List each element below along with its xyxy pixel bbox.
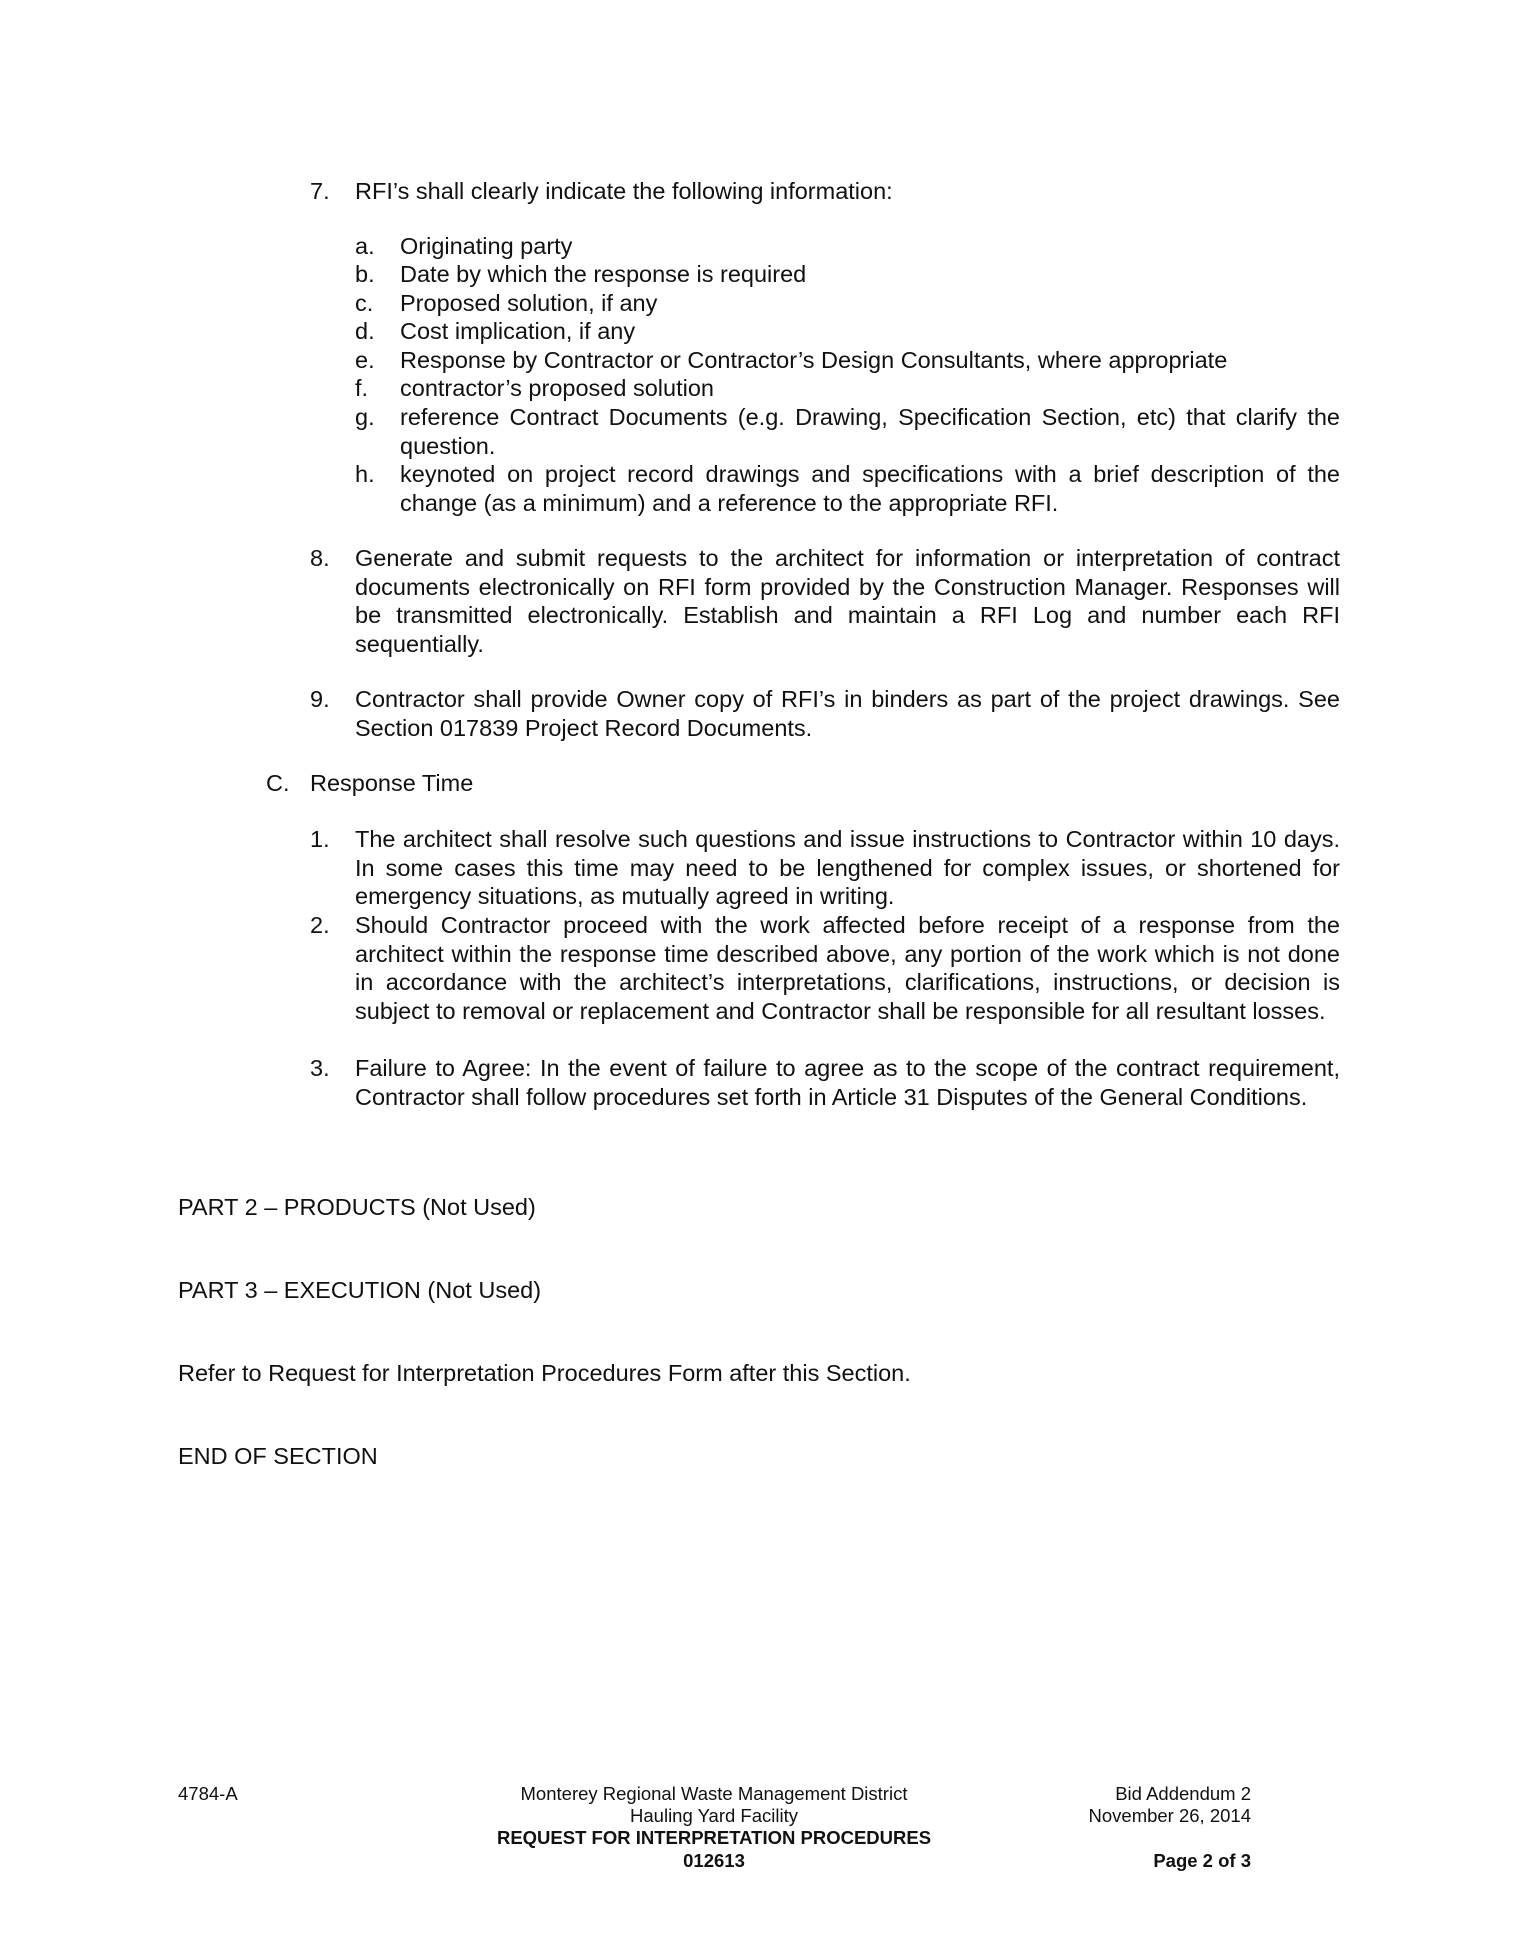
sub-item-text: keynoted on project record drawings and specifications with a brief description of the change (as a minimum) and a reference to the appropriate RFI. [400, 461, 1340, 516]
part-3-heading: PART 3 – EXECUTION (Not Used) [178, 1277, 542, 1303]
sub-item-text: contractor’s proposed solution [400, 375, 714, 401]
list-number: 9. [310, 686, 330, 712]
sub-item-letter: h. [355, 461, 375, 487]
list-item-text: Should Contractor proceed with the work affected before receipt of a response from the architect within the response time described above, any portion of the work which is not done in accordance with the architect’s interpretations, clarifications, instructions, or decision is subject to removal or replacement and Contractor shall be responsible for all resultant losses. [355, 912, 1340, 1024]
list-item-text: The architect shall resolve such questions and issue instructions to Contractor within 10 days. In some cases this time may need to be lengthened for complex issues, or shortened for emergency situations, as mutually agreed in writing. [355, 826, 1340, 910]
sub-item-text: Cost implication, if any [400, 318, 636, 344]
section-letter: C. [266, 770, 290, 796]
footer-date: November 26, 2014 [1088, 1805, 1251, 1826]
footer-page-number: Page 2 of 3 [1153, 1850, 1251, 1871]
sub-item-b [355, 260, 1340, 289]
sub-item-e [355, 346, 1340, 375]
sub-item-letter: f. [355, 375, 369, 401]
sub-item-c [355, 289, 1340, 318]
list-item-text: RFI’s shall clearly indicate the following information: [355, 178, 893, 204]
list-number: 1. [310, 826, 330, 852]
list-number: 8. [310, 545, 330, 571]
list-item-text: Contractor shall provide Owner copy of RFI’s in binders as part of the project drawings. See Section 017839 Project Record Documents. [355, 686, 1340, 741]
footer-project-number: 4784-A [178, 1783, 238, 1804]
sub-item-text: Proposed solution, if any [400, 290, 658, 316]
response-item-2 [310, 911, 1340, 1025]
footer-center-line-2: Hauling Yard Facility [630, 1805, 798, 1826]
list-number: 2. [310, 912, 330, 938]
sub-item-letter: d. [355, 318, 375, 344]
sub-item-text: Originating party [400, 233, 573, 259]
end-of-section: END OF SECTION [178, 1443, 378, 1469]
sub-item-letter: c. [355, 290, 374, 316]
sub-item-letter: b. [355, 261, 375, 287]
refer-note: Refer to Request for Interpretation Procedures Form after this Section. [178, 1360, 911, 1386]
sub-item-letter: a. [355, 233, 375, 259]
list-item-text: Generate and submit requests to the architect for information or interpretation of contract documents electronically on RFI form provided by the Construction Manager. Responses will be transmitted electronically. Establish and maintain a RFI Log and number each RFI sequentially. [355, 545, 1340, 657]
response-item-3 [310, 1054, 1340, 1111]
list-item-text: Failure to Agree: In the event of failure to agree as to the scope of the contract requirement, Contractor shall follow procedures set forth in Article 31 Disputes of the General Conditions. [355, 1055, 1340, 1110]
list-item-7 [310, 177, 1340, 206]
sub-item-f [355, 374, 1340, 403]
response-item-1 [310, 825, 1340, 911]
sub-item-letter: e. [355, 347, 375, 373]
sub-item-g [355, 403, 1340, 460]
footer-center-line-1: Monterey Regional Waste Management District [520, 1783, 908, 1804]
sub-item-text: Date by which the response is required [400, 261, 807, 287]
section-c-heading [266, 769, 1340, 798]
list-number: 3. [310, 1055, 330, 1081]
sub-item-text: reference Contract Documents (e.g. Drawing, Specification Section, etc) that clarify the question. [400, 404, 1340, 459]
footer-document-title: REQUEST FOR INTERPRETATION PROCEDURES [496, 1827, 932, 1848]
footer-section-number: 012613 [683, 1850, 745, 1871]
section-title: Response Time [310, 770, 474, 796]
footer-addendum: Bid Addendum 2 [1115, 1783, 1251, 1804]
list-item-9 [310, 685, 1340, 742]
sub-item-text: Response by Contractor or Contractor’s Design Consultants, where appropriate [400, 347, 1228, 373]
sub-item-a [355, 232, 1340, 261]
list-number: 7. [310, 178, 330, 204]
part-2-heading: PART 2 – PRODUCTS (Not Used) [178, 1194, 536, 1220]
sub-item-letter: g. [355, 404, 375, 430]
sub-item-h [355, 460, 1340, 517]
list-item-8 [310, 544, 1340, 658]
sub-item-d [355, 317, 1340, 346]
